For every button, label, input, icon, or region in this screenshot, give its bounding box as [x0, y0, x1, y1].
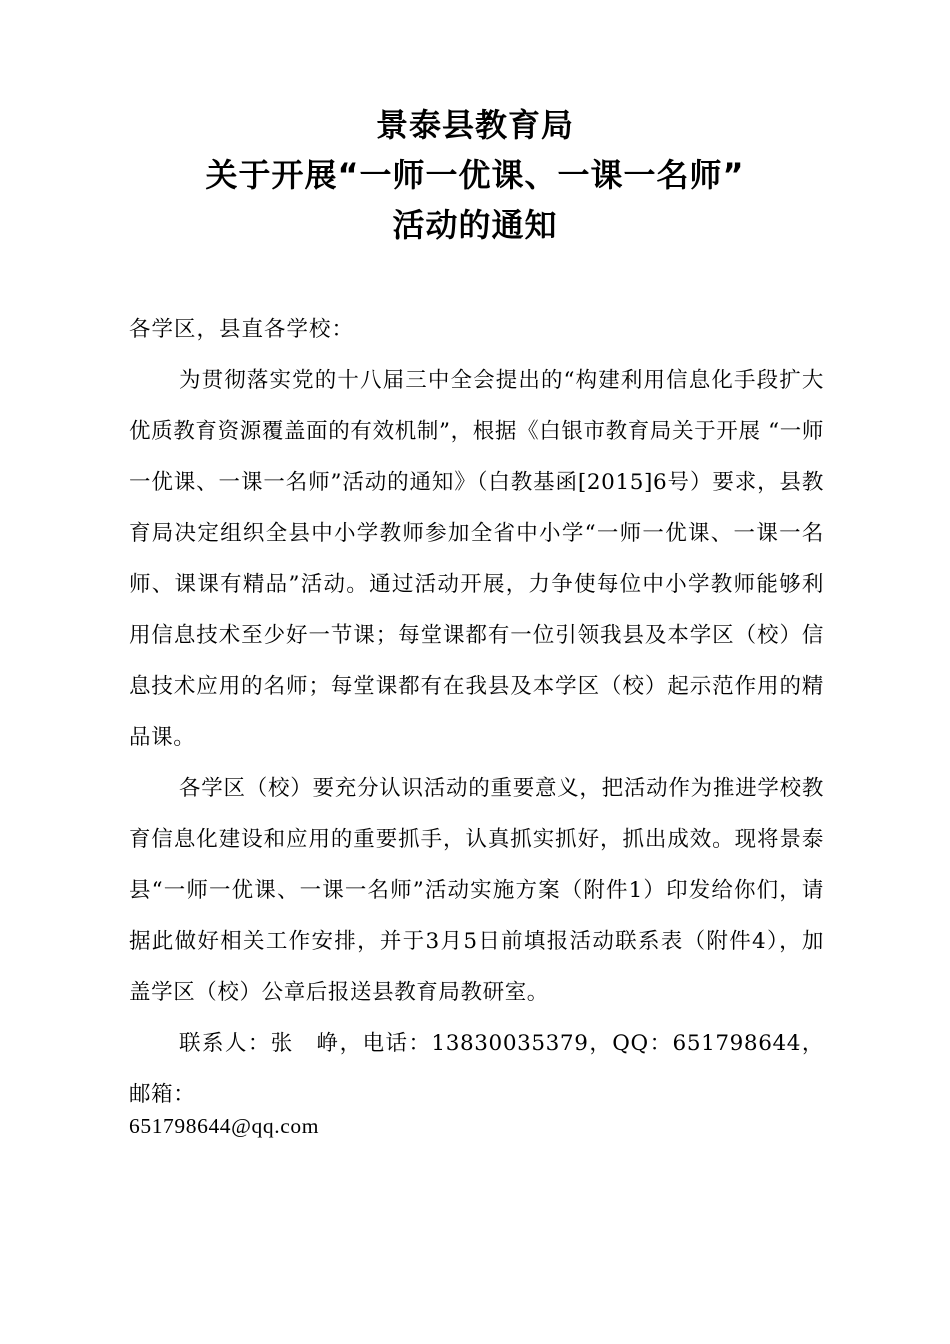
document-body: [129, 304, 824, 1144]
title-line-issuer: 景泰县教育局: [375, 106, 574, 144]
paragraph-requirements: 各学区（校）要充分认识活动的重要意义，把活动作为推进学校教育信息化建设和应用的重要抓手，认真抓实抓好，抓出成效。现将景泰县“一师一优课、一课一名师”活动实施方案（附件1）印发给你们，请据此做好相关工作安排，并于3月5日前填报活动联系表（附件4），加盖学区（校）公章后报送县教育局教研室。: [129, 776, 824, 1005]
document-title: [0, 100, 950, 250]
title-line-subject: 关于开展“一师一优课、一课一名师”: [205, 156, 745, 194]
contact-email: 651798644@qq.com: [129, 1114, 320, 1138]
title-line-notice: 活动的通知: [392, 206, 558, 244]
salutation: 各学区，县直各学校：: [129, 317, 355, 342]
contact-line: 联系人：张 峥，电话：13830035379，QQ：651798644，邮箱：: [129, 1031, 824, 1107]
paragraph-purpose: 为贯彻落实党的十八届三中全会提出的“构建利用信息化手段扩大优质教育资源覆盖面的有效机制”，根据《白银市教育局关于开展 “一师一优课、一课一名师”活动的通知》（白教基函[2015]6号）要求，县教育局决定组织全县中小学教师参加全省中小学“一师一优课、一课一名师、课课有精品”活动。通过活动开展，力争使每位中小学教师能够利用信息技术至少好一节课；每堂课都有一位引领我县及本学区（校）信息技术应用的名师；每堂课都有在我县及本学区（校）起示范作用的精品课。: [129, 368, 824, 750]
